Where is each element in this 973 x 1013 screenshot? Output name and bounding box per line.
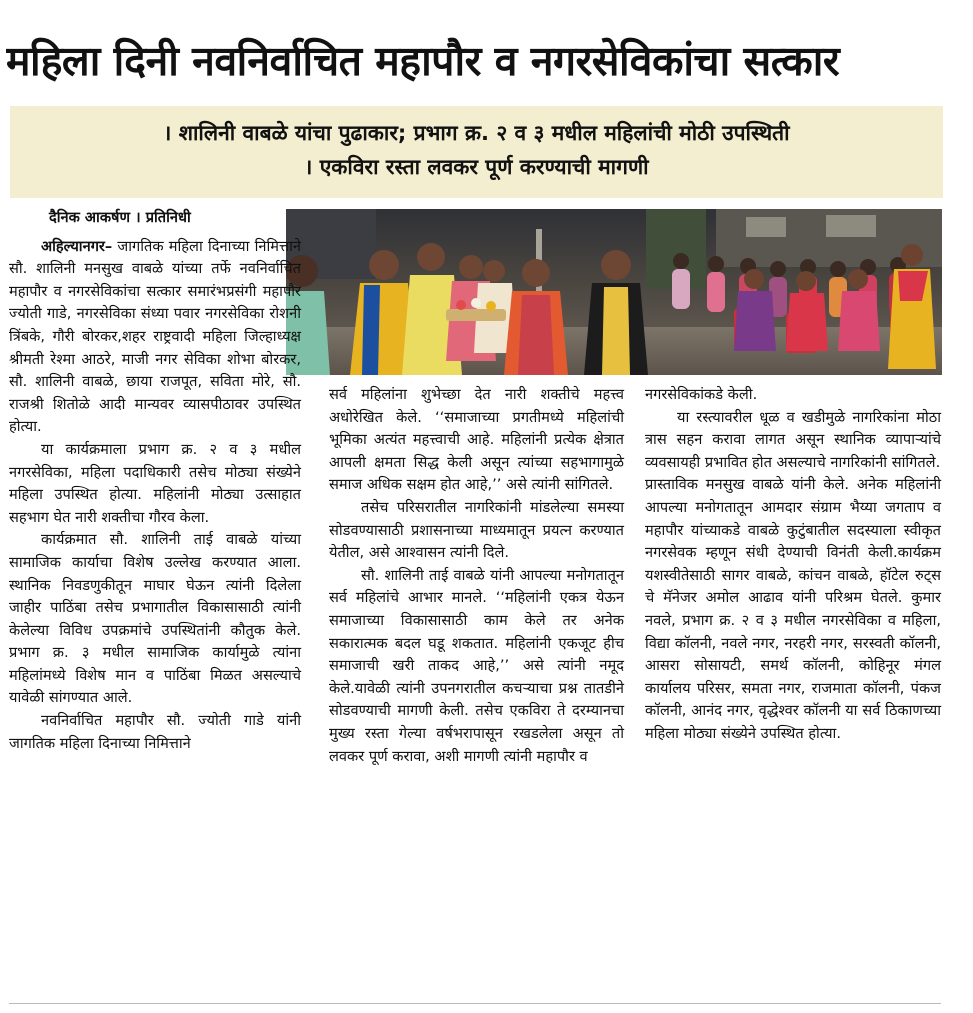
building-window	[746, 217, 786, 237]
building-window	[826, 215, 876, 237]
article-column-1	[9, 207, 301, 755]
paragraph-intro-text: जागतिक महिला दिनाच्या निमित्ताने सौ. शालिनी मनसुख वाबळे यांच्या तर्फे नवनिर्वाचित महापौर व नगरसेविकांचा सत्कार समारंभप्रसंगी महापौर ज्योती गाडे, नगरसेविका संध्या पवार नगरसेविका रोशनी त्रिंबके, गौरी बोरकर,शहर राष्ट्रवादी महिला जिल्हाध्यक्ष श्रीमती रेश्मा आठरे, माजी नगर सेविका शोभा बोरकर, सौ. शालिनी वाबळे, छाया राजपूत, सविता मोरे, सौ. राजश्री शितोळे आदी मान्यवर व्यासपीठावर उपस्थित होत्या.	[9, 237, 301, 436]
deck-line-1: । शालिनी वाबळे यांचा पुढाकार; प्रभाग क्र. २ व ३ मधील महिलांची मोठी उपस्थिती	[163, 121, 790, 145]
article-column-3	[645, 384, 941, 746]
dateline: अहिल्यानगर–	[41, 237, 113, 255]
bottom-rule	[9, 1003, 941, 1004]
paragraph: सौ. शालिनी ताई वाबळे यांनी आपल्या मनोगतातून सर्व महिलांचे आभार मानले. ‘‘महिलांनी एकत्र येऊन समाजाच्या विकासासाठी काम केले तर अनेक सकारात्मक बदल घडू शकतात. महिलांनी एकजूट हीच समाजाची खरी ताकद आहे,’’ असे त्यांनी नमूद केले.यावेळी त्यांनी उपनगरातील कचऱ्याचा प्रश्न तातडीने सोडवण्याची मागणी केली. तसेच एकविरा ते दरम्यानचा मुख्य रस्ता गेल्या वर्षभरापासून रखडलेला असून तो लवकर पूर्ण करावा, अशी मागणी त्यांनी महापौर व	[329, 566, 624, 765]
event-photo	[286, 209, 942, 375]
article-column-2	[329, 384, 624, 768]
paragraph-intro	[9, 236, 301, 439]
paragraph: कार्यक्रमात सौ. शालिनी ताई वाबळे यांच्या सामाजिक कार्याचा विशेष उल्लेख करण्यात आला. स्थानिक निवडणुकीतून माघार घेऊन त्यांनी दिलेला जाहीर पाठिंबा तसेच प्रभागातील विकासासाठी त्यांनी केलेल्या विविध उपक्रमांचे उपस्थितांनी कौतुक केले. प्रभाग क्र. ३ मधील सामाजिक कार्यामुळे त्यांना महिलांमध्ये विशेष मान व पाठिंबा मिळत असल्याचे यावेळी सांगण्यात आले.	[9, 531, 301, 707]
paragraph: नवनिर्वाचित महापौर सौ. ज्योती गाडे यांनी जागतिक महिला दिनाच्या निमित्ताने	[9, 712, 301, 752]
paragraph: नगरसेविकांकडे केली.	[645, 386, 758, 403]
paragraph: प्रास्ताविक मनसुख वाबळे यांनी केले. अनेक महिलांनी आपल्या मनोगतातून आमदार संग्राम भैय्या जगताप व महापौर यांच्याकडे वाबळे कुटुंबातील सदस्याला स्वीकृत नगरसेवक म्हणून संधी देण्याची विनंती केली.कार्यक्रम यशस्वीतेसाठी सागर वाबळे, कांचन वाबळे, हॉटेल रुट्स चे मॅनेजर अमोल आढाव यांनी परिश्रम घेतले. कुमार नवले, प्रभाग क्र. २ व ३ मधील नगरसेविका व महिला, विद्या कॉलनी, नवले नगर, नरहरी नगर, सरस्वती कॉलनी, आसरा सोसायटी, समर्थ कॉलनी, कोहिनूर मंगल कार्यालय परिसर, समता नगर, राजमाता कॉलनी, पंकज कॉलनी, आनंद नगर, वृद्धेश्वर कॉलनी या सर्व ठिकाणच्या महिला मोठ्या संख्येने उपस्थित होत्या.	[645, 476, 941, 742]
headline: महिला दिनी नवनिर्वाचित महापौर व नगरसेविकांचा सत्कार	[6, 37, 840, 85]
paragraph: या कार्यक्रमाला प्रभाग क्र. २ व ३ मधील नगरसेविका, महिला पदाधिकारी तसेच मोठ्या संख्येने महिला उपस्थित होत्या. महिलांनी मोठ्या उत्साहात सहभाग घेत नारी शक्तीचा गौरव केला.	[9, 440, 301, 526]
deck-box	[10, 106, 943, 198]
byline: दैनिक आकर्षण । प्रतिनिधी	[49, 209, 191, 226]
paragraph: तसेच परिसरातील नागरिकांनी मांडलेल्या समस्या सोडवण्यासाठी प्रशासनाच्या माध्यमातून प्रयत्न करण्यात येतील, असे आश्वासन त्यांनी दिले.	[329, 498, 624, 562]
deck-line-2: । एकविरा रस्ता लवकर पूर्ण करण्याची मागणी	[304, 155, 649, 179]
bouquet	[446, 309, 506, 321]
paragraph: सर्व महिलांना शुभेच्छा देत नारी शक्तीचे महत्त्व अधोरेखित केले. ‘‘समाजाच्या प्रगतीमध्ये महिलांची भूमिका अत्यंत महत्त्वाची आहे. महिलांनी प्रत्येक क्षेत्रात आपली क्षमता सिद्ध केली असून त्यांच्या सहभागामुळे समाज अधिक सक्षम होत आहे,’’ असे त्यांनी सांगितले.	[329, 386, 624, 494]
event-photo-illustration	[286, 209, 942, 375]
paragraph: या रस्त्यावरील धूळ व खडीमुळे नागरिकांना मोठा त्रास सहन करावा लागत असून स्थानिक व्यापाऱ्यांचे व्यवसायही प्रभावित होत असल्याचे नागरिकांनी सांगितले.	[645, 408, 941, 471]
